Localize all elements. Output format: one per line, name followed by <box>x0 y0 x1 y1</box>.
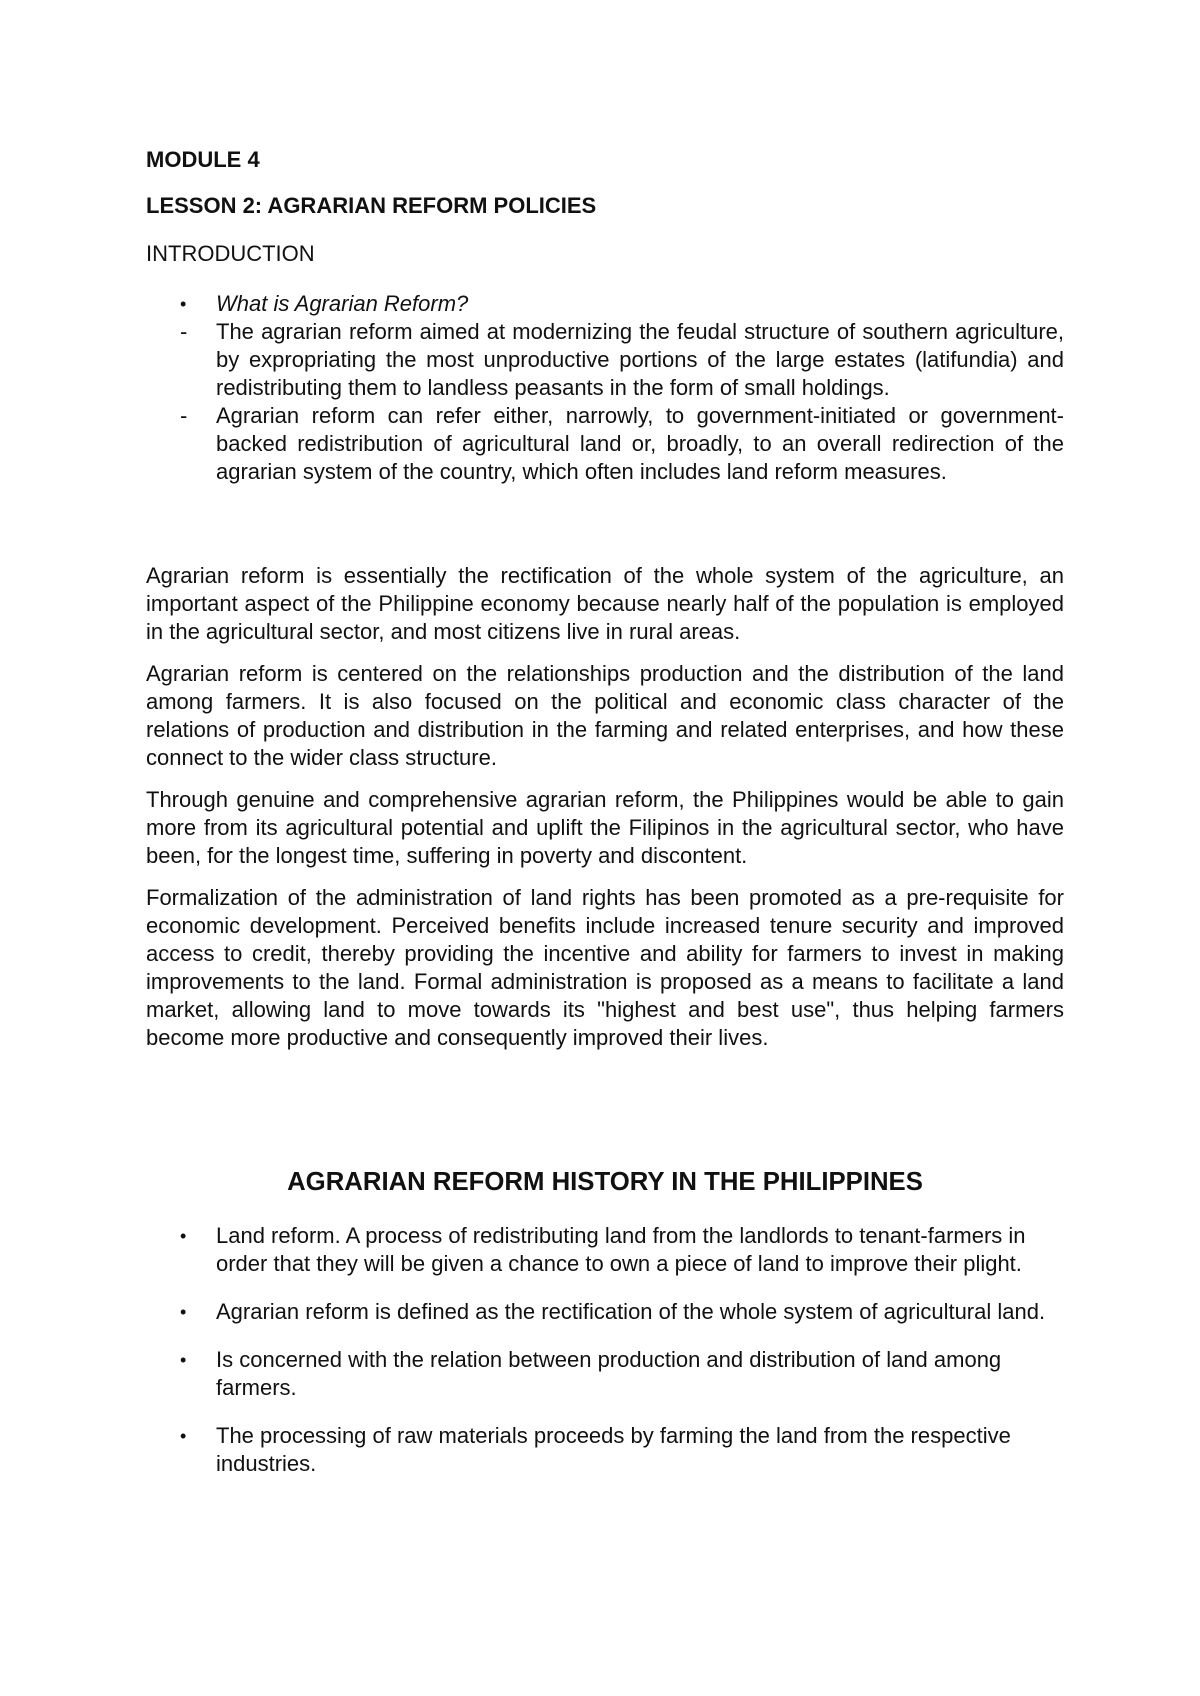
paragraph: Formalization of the administration of land rights has been promoted as a pre-requisite for economic development. Perceived benefits include increased tenure security and improved access to credit, thereby providing the incentive and ability for farmers to invest in making improvements to the land. Formal administration is proposed as a means to facilitate a land market, allowing land to move towards its "highest and best use", thus helping farmers become more productive and consequently improved their lives. <box>146 885 1064 1050</box>
dash-item-text: Agrarian reform can refer either, narrowly, to government-initiated or government-backed redistribution of agricultural land or, broadly, to an overall redirection of the agrarian system of the country, which often includes land reform measures. <box>216 403 1064 484</box>
paragraph: Agrarian reform is centered on the relationships production and the distribution of the land among farmers. It is also focused on the political and economic class character of the relations of production and distribution in the farming and related enterprises, and how these connect to the wider class structure. <box>146 661 1064 770</box>
dash-item <box>146 402 1064 486</box>
introduction-list <box>146 290 1064 486</box>
history-item-text: Land reform. A process of redistributing land from the landlords to tenant-farmers in order that they will be given a chance to own a piece of land to improve their plight. <box>216 1223 1026 1276</box>
paragraph: Agrarian reform is essentially the rectification of the whole system of the agriculture, an important aspect of the Philippine economy because nearly half of the population is employed in the agricultural sector, and most citizens live in rural areas. <box>146 563 1064 644</box>
history-item-text: The processing of raw materials proceeds by farming the land from the respective industries. <box>216 1423 1011 1476</box>
paragraph: Through genuine and comprehensive agrarian reform, the Philippines would be able to gain more from its agricultural potential and uplift the Filipinos in the agricultural sector, who have been, for the longest time, suffering in poverty and discontent. <box>146 787 1064 868</box>
dash-item <box>146 318 1064 402</box>
lesson-title: LESSON 2: AGRARIAN REFORM POLICIES <box>146 193 597 218</box>
history-item-text: Agrarian reform is defined as the rectification of the whole system of agricultural land. <box>216 1299 1046 1324</box>
module-title: MODULE 4 <box>146 147 260 172</box>
dash-icon: - <box>180 403 188 428</box>
bullet-icon: • <box>180 1426 187 1446</box>
history-list <box>146 1222 1064 1498</box>
question-text: What is Agrarian Reform? <box>216 291 469 316</box>
history-item <box>146 1222 1064 1278</box>
bullet-icon: • <box>180 1350 187 1370</box>
bullet-icon: • <box>180 1226 187 1246</box>
history-item <box>146 1422 1064 1478</box>
history-item-text: Is concerned with the relation between production and distribution of land among farmers. <box>216 1347 1002 1400</box>
history-item <box>146 1346 1064 1402</box>
introduction-label: INTRODUCTION <box>146 241 315 266</box>
bullet-icon: • <box>180 1302 187 1322</box>
bullet-icon: • <box>180 294 187 314</box>
dash-icon: - <box>180 319 188 344</box>
dash-item-text: The agrarian reform aimed at modernizing the feudal structure of southern agriculture, by expropriating the most unproductive portions of the large estates (latifundia) and redistributing them to landless peasants in the form of small holdings. <box>216 319 1064 400</box>
history-item <box>146 1298 1064 1326</box>
body-paragraphs <box>146 562 1064 1066</box>
history-heading: AGRARIAN REFORM HISTORY IN THE PHILIPPINES <box>287 1168 923 1196</box>
question-item <box>146 290 1064 318</box>
